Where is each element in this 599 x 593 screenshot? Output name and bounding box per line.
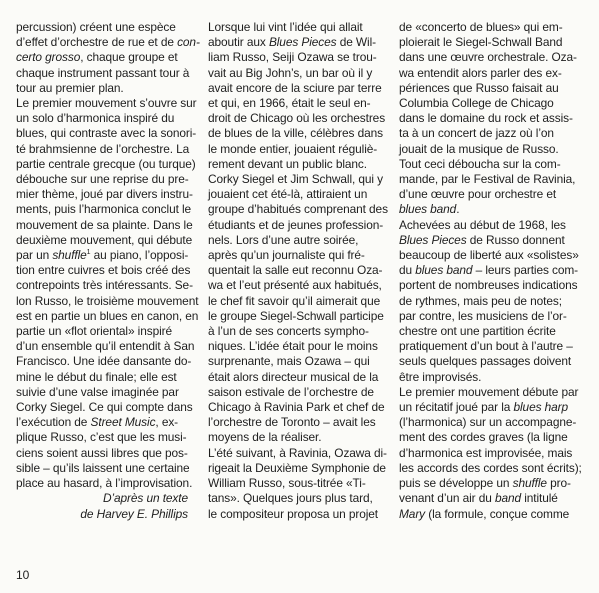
text-line: plique Russo, c’est que les musi-: [16, 430, 187, 445]
text-line: de blues de la ville, célèbres dans: [208, 126, 383, 141]
text-line: partie un «flot oriental» inspiré: [16, 324, 172, 339]
text-line: d’un ensemble qu’il entendit à San: [16, 339, 195, 354]
text-line: avait encore de la sciure par terre: [208, 80, 382, 95]
text-line: suivie d’une valse imaginée par: [16, 384, 179, 399]
text-line: place au hasard, à l’improvisation.: [16, 476, 193, 491]
text-line: du blues band – leurs parties com-: [399, 263, 579, 278]
text-line: contrepoints très intéressants. Se-: [16, 278, 193, 293]
text-line: beaucoup de liberté aux «solistes»: [399, 248, 579, 263]
text-column-1: [16, 20, 200, 522]
text-line: Tout ceci déboucha sur la com-: [399, 156, 561, 171]
text-line: liam Russo, Seiji Ozawa se trou-: [208, 50, 377, 65]
text-line: surprenante, mais Ozawa – qui: [208, 354, 370, 369]
text-line: le monde entier, jouaient réguliè-: [208, 141, 378, 156]
text-line: mier thème, joué par divers instru-: [16, 187, 193, 202]
text-line: L’été suivant, à Ravinia, Ozawa di-: [208, 445, 387, 460]
text-line: périences que Russo faisait au: [399, 80, 559, 95]
text-line: étudiants et de jeunes profession-: [208, 217, 384, 232]
page-number: 10: [16, 568, 30, 582]
text-line: tour au premier plan.: [16, 80, 124, 95]
text-line: par contre, les musiciens de l’or-: [399, 308, 567, 323]
text-line: puis se développe un shuffle pro-: [399, 476, 571, 491]
text-line: après qu’un journaliste qui fré-: [208, 248, 365, 263]
text-line: d’une œuvre pour orchestre et: [399, 187, 557, 202]
text-line: portent de nombreuses indications: [399, 278, 578, 293]
text-line: ta à un concert de jazz où l’on: [399, 126, 554, 141]
text-line: William Russo, sous-titrée «Ti-: [208, 476, 366, 491]
text-line: sible – qu’ils laissent une certaine: [16, 460, 190, 475]
text-line: tion entre cuivres et bois créé des: [16, 263, 191, 278]
text-line: ploierait le Siegel-Schwall Band: [399, 35, 563, 50]
text-line: Blues Pieces de Russo donnent: [399, 232, 565, 247]
text-line: Corky Siegel. Ce qui compte dans: [16, 400, 193, 415]
text-line: vait au Big John’s, un bar où il y: [208, 65, 373, 80]
text-line: chestre ont une partition écrite: [399, 324, 556, 339]
text-line: mande, par le Festival de Ravinia,: [399, 172, 576, 187]
text-line: dans le domaine du rock et assis-: [399, 111, 573, 126]
text-line: le groupe Siegel-Schwall participe: [208, 308, 384, 323]
text-line: jouaient cet été-là, attiraient un: [208, 187, 368, 202]
text-line: lon Russo, le troisième mouvement: [16, 293, 199, 308]
text-line: à l’un de ses concerts sympho-: [208, 324, 369, 339]
text-line: l’exécution de Street Music, ex-: [16, 415, 179, 430]
text-line: seuls quelques passages doivent: [399, 354, 572, 369]
text-line: Lorsque lui vint l’idée qui allait: [208, 20, 363, 34]
text-line: blues band.: [399, 202, 460, 217]
text-line: rigeait la Deuxième Symphonie de: [208, 460, 386, 475]
text-line: jouait de la musique de Russo.: [399, 141, 559, 156]
text-line: quentait la salle eut reconnu Oza-: [208, 263, 383, 278]
text-line: pratiquement d’un bout à l’autre –: [399, 339, 573, 354]
byline-line: D’après un texte: [103, 491, 188, 506]
text-line: wa entendit alors parler des ex-: [399, 65, 562, 80]
text-line: Columbia College de Chicago: [399, 96, 554, 111]
text-column-3: [399, 20, 585, 522]
text-line: Chicago à Ravinia Park et chef de: [208, 400, 385, 415]
text-column-2: [208, 20, 386, 522]
text-line: Corky Siegel et Jim Schwall, qui y: [208, 172, 384, 187]
text-line: groupe d’habitués comprenant des: [208, 202, 388, 217]
text-line: wa et l’eut présenté aux habitués,: [208, 278, 382, 293]
text-line: dans une œuvre orchestrale. Oza-: [399, 50, 577, 65]
text-line: Le premier mouvement débute par: [399, 384, 579, 399]
text-line: d’harmonica est improvisée, mais: [399, 445, 573, 460]
text-line: blues, qui contraste avec la sonori-: [16, 126, 197, 141]
text-line: l’orchestre de Toronto – avait les: [208, 415, 376, 430]
text-line: de rythmes, mais peu de notes;: [399, 293, 562, 308]
text-line: est en partie un blues en canon, en: [16, 308, 199, 323]
text-line: nels. Lors d’une autre soirée,: [208, 232, 359, 247]
text-line: deuxième mouvement, qui débute: [16, 232, 193, 247]
text-line: débouche sur une reprise du pre-: [16, 172, 189, 187]
text-line: niques. L’idée était pour le moins: [208, 339, 378, 354]
text-line: un récitatif joué par la blues harp: [399, 400, 569, 415]
text-line: par un shuffle$^1$ au piano, l’opposi-: [16, 248, 189, 263]
text-line: percussion) créent une espèce: [16, 20, 176, 34]
text-line: ment des cordes graves (la ligne: [399, 430, 568, 445]
text-line: aboutir aux Blues Pieces de Wil-: [208, 35, 376, 50]
text-line: (l’harmonica) sur un accompagne-: [399, 415, 577, 430]
text-line: le compositeur proposa un projet: [208, 506, 378, 521]
text-line: ments, puis l’harmonica conclut le: [16, 202, 192, 217]
text-line: saison estivale de l’orchestre de: [208, 384, 374, 399]
text-line: partie centrale grecque (ou turque): [16, 156, 196, 171]
text-line: ciens soient aussi libres que pos-: [16, 445, 188, 460]
text-line: moyens de la réaliser.: [208, 430, 322, 445]
text-line: les accords des cordes sont écrits);: [399, 460, 582, 475]
text-line: chaque instrument passant tour à: [16, 65, 190, 80]
text-line: Le premier mouvement s’ouvre sur: [16, 96, 197, 111]
text-line: d’effet d’orchestre de rue et de con-: [16, 35, 200, 50]
text-line: et qui, en 1966, était le seul en-: [208, 96, 371, 111]
text-line: le chef fit savoir qu’il aimerait que: [208, 293, 381, 308]
text-line: té brahmsienne de l’orchestre. La: [16, 141, 190, 156]
text-line: venant d’un air du band intitulé: [399, 491, 558, 506]
text-line: mouvement de sa plainte. Dans le: [16, 217, 193, 232]
text-line: certo grosso, chaque groupe et: [16, 50, 178, 65]
text-line: Francisco. Une idée dansante do-: [16, 354, 192, 369]
text-line: tans». Quelques jours plus tard,: [208, 491, 373, 506]
text-line: Mary (la formule, conçue comme: [399, 506, 570, 521]
text-line: mine le début du finale; elle est: [16, 369, 177, 384]
text-line: de «concerto de blues» qui em-: [399, 20, 563, 34]
text-line: était alors directeur musical de la: [208, 369, 379, 384]
text-line: un solo d’harmonica inspiré du: [16, 111, 175, 126]
text-line: rement devant un public blanc.: [208, 156, 367, 171]
byline-line: de Harvey E. Phillips: [80, 506, 188, 521]
text-line: droit de Chicago où les orchestres: [208, 111, 386, 126]
text-line: être improvisés.: [399, 369, 482, 384]
text-line: Achevées au début de 1968, les: [399, 217, 566, 232]
